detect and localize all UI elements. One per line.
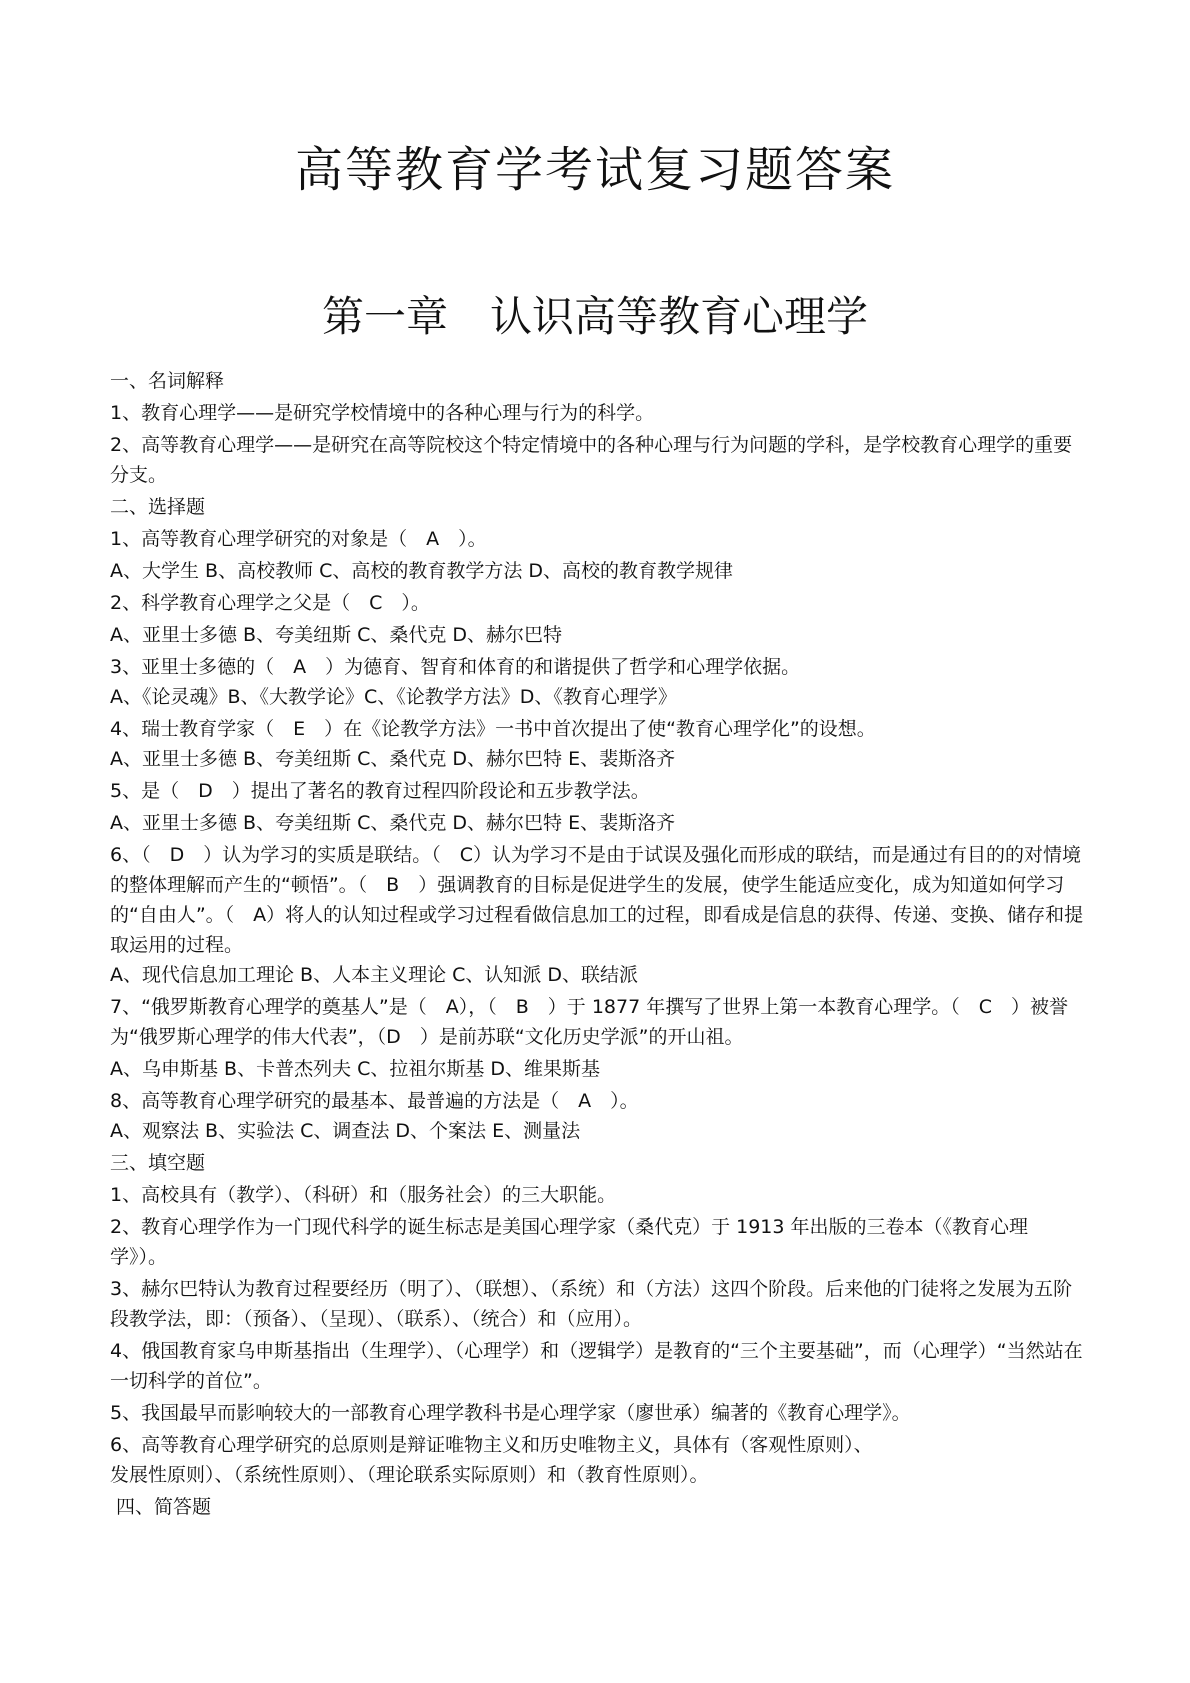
document-title: 高等教育学考试复习题答案: [294, 142, 895, 198]
choice-question: 1、高等教育心理学研究的对象是（ A ）。: [110, 528, 487, 550]
choice-options: A、亚里士多德 B、夸美纽斯 C、桑代克 D、赫尔巴特: [110, 624, 563, 646]
choice-options: A、观察法 B、实验法 C、调查法 D、个案法 E、测量法: [110, 1120, 581, 1142]
section-heading-fill-blank: 三、填空题: [110, 1152, 206, 1174]
choice-question: 8、高等教育心理学研究的最基本、最普遍的方法是（ A ）。: [110, 1090, 639, 1112]
section-heading-choice: 二、选择题: [110, 496, 206, 518]
choice-options: A、乌申斯基 B、卡普杰列夫 C、拉祖尔斯基 D、维果斯基: [110, 1058, 601, 1080]
fill-blank-item: 4、俄国教育家乌申斯基指出（生理学）、（心理学）和（逻辑学）是教育的“三个主要基础”，而（心理学）“当然站在一切科学的首位”。: [110, 1340, 1083, 1392]
chapter-title: 第一章 认识高等教育心理学: [321, 292, 868, 341]
choice-question: 2、科学教育心理学之父是（ C ）。: [110, 592, 430, 614]
document-body: [110, 366, 1085, 1522]
fill-blank-item: 5、我国最早而影响较大的一部教育心理学教科书是心理学家（廖世承）编著的《教育心理学》。: [110, 1402, 911, 1424]
choice-options: A、亚里士多德 B、夸美纽斯 C、桑代克 D、赫尔巴特 E、裴斯洛齐: [110, 812, 676, 834]
section-heading-short-answer: 四、简答题: [110, 1496, 212, 1518]
fill-blank-item: 1、高校具有（教学）、（科研）和（服务社会）的三大职能。: [110, 1184, 617, 1206]
definition-item: 2、高等教育心理学——是研究在高等院校这个特定情境中的各种心理与行为问题的学科，是学校教育心理学的重要分支。: [110, 434, 1073, 486]
choice-options: A、大学生 B、高校教师 C、高校的教育教学方法 D、高校的教育教学规律: [110, 560, 734, 582]
choice-options: A、亚里士多德 B、夸美纽斯 C、桑代克 D、赫尔巴特 E、裴斯洛齐: [110, 748, 676, 770]
fill-blank-item-continued: 发展性原则）、（系统性原则）、（理论联系实际原则）和（教育性原则）。: [110, 1464, 709, 1486]
choice-question: 6、（ D ）认为学习的实质是联结。（ C）认为学习不是由于试误及强化而形成的联结，而是通过有目的的对情境的整体理解而产生的“顿悟”。（ B ）强调教育的目标是促进学生的发展，使学生能适应变化，成为知道如何学习的“自由人”。（ A）将人的认知过程或学习过程看做信息加工的过程，即看成是信息的获得、传递、变换、储存和提取运用的过程。: [110, 844, 1084, 956]
definition-item: 1、教育心理学——是研究学校情境中的各种心理与行为的科学。: [110, 402, 655, 424]
choice-options: A、《论灵魂》B、《大教学论》C、《论教学方法》D、《教育心理学》: [110, 686, 677, 708]
choice-question: 4、瑞士教育学家（ E ）在《论教学方法》一书中首次提出了使“教育心理学化”的设想。: [110, 718, 876, 740]
choice-question: 7、“俄罗斯教育心理学的奠基人”是（ A），（ B ）于 1877 年撰写了世界上第一本教育心理学。（ C ）被誉为“俄罗斯心理学的伟大代表”，（D ）是前苏联“文化历史学派”的开山祖。: [110, 996, 1069, 1048]
fill-blank-item: 3、赫尔巴特认为教育过程要经历（明了）、（联想）、（系统）和（方法）这四个阶段。后来他的门徒将之发展为五阶段教学法，即：（预备）、（呈现）、（联系）、（统合）和（应用）。: [110, 1278, 1073, 1330]
fill-blank-item: 6、高等教育心理学研究的总原则是辩证唯物主义和历史唯物主义，具体有（客观性原则）、: [110, 1434, 873, 1456]
section-heading-definitions: 一、名词解释: [110, 370, 225, 392]
choice-options: A、现代信息加工理论 B、人本主义理论 C、认知派 D、联结派: [110, 964, 639, 986]
choice-question: 5、是（ D ）提出了著名的教育过程四阶段论和五步教学法。: [110, 780, 650, 802]
choice-question: 3、亚里士多德的（ A ）为德育、智育和体育的和谐提供了哲学和心理学依据。: [110, 656, 801, 678]
fill-blank-item: 2、教育心理学作为一门现代科学的诞生标志是美国心理学家（桑代克）于 1913 年出版的三卷本（《教育心理学》）。: [110, 1216, 1029, 1268]
